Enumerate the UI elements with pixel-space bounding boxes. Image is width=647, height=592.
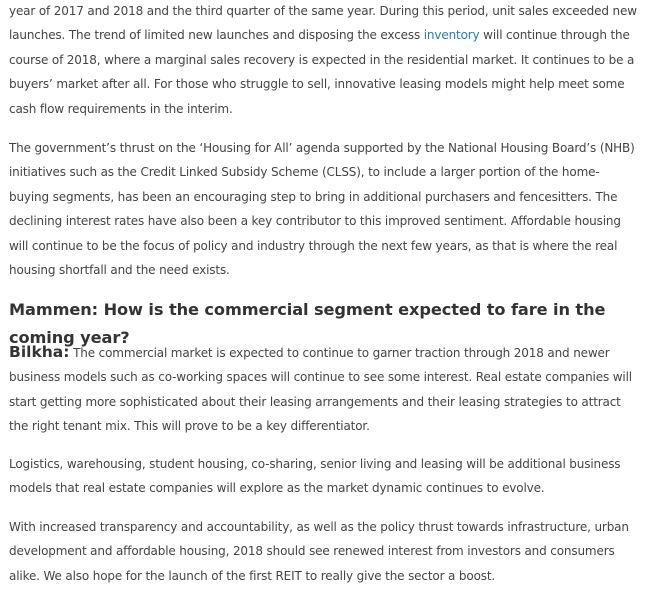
paragraph-reit-outlook: With increased transparency and accountability, as well as the policy thrust towards infrastructure, urban development and affordable housing, 2018 should see renewed interest from investors and consumers alike. We also hope for the launch of the first REIT to really give the sector a boost. xyxy=(9,520,629,583)
paragraph-business-models: Logistics, warehousing, student housing, co-sharing, senior living and leasing will be additional business models that real estate companies will explore as the market dynamic continues to evolve. xyxy=(9,457,621,496)
paragraph-answer xyxy=(9,340,638,439)
interview-question-heading: Mammen: How is the commercial segment expected to fare in the coming year? xyxy=(9,300,606,347)
inventory-link[interactable]: inventory xyxy=(423,28,480,43)
paragraph-housing-for-all: The government’s thrust on the ‘Housing for All’ agenda supported by the National Housing Board’s (NHB) initiatives such as the Credit Linked Subsidy Scheme (CLSS), to include a larger portion of the home-buying segments, has been an encouraging step to bring in additional purchasers and fencesitters. The declining interest rates have also been a key contributor to this improved sentiment. Affordable housing will continue to be the focus of policy and industry through the next few years, as that is where the real housing shortfall and the need exists. xyxy=(9,141,635,278)
paragraph-text: year of 2017 and 2018 and the third quarter of the same year. During this period, unit sales exceeded new launches. The trend of limited new launches and disposing the excess xyxy=(9,4,637,43)
paragraph-text: will continue through the course of 2018, where a marginal sales recovery is expected in the residential market. It continues to be a buyers’ market after all. For those who struggle to sell, innovative leasing models might help meet some cash flow requirements in the interim. xyxy=(9,28,635,116)
answer-text: The commercial market is expected to continue to garner traction through 2018 and newer business models such as co-working spaces will continue to see some interest. Real estate companies will start getting more sophisticated about their leasing arrangements and their leasing strategies to attract the right tenant mix. This will prove to be a key differentiator. xyxy=(9,346,632,434)
paragraph-residential-outlook xyxy=(9,0,638,121)
speaker-name: Bilkha: xyxy=(9,343,70,361)
